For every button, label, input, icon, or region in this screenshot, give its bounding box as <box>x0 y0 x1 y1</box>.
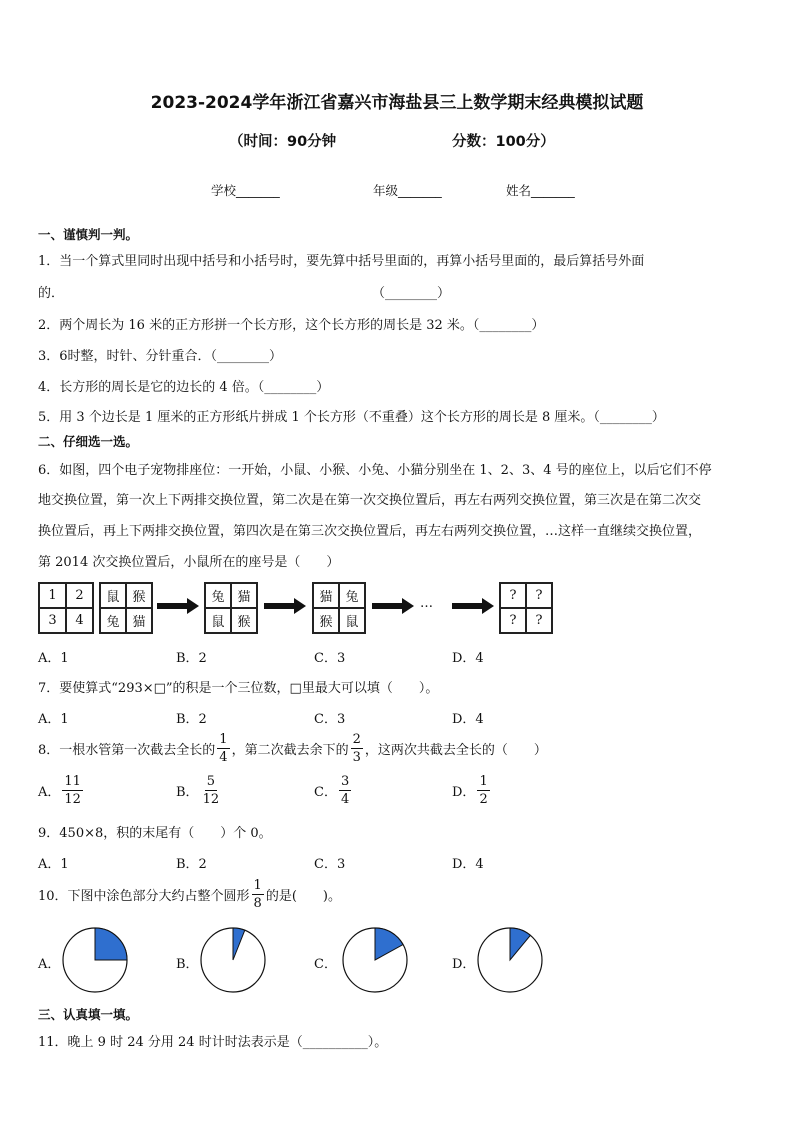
numerator: 2 <box>352 732 361 747</box>
option-label: D． <box>452 785 476 800</box>
exam-time: （时间：90分钟 <box>229 134 337 150</box>
seat-cell: 3 <box>39 608 66 633</box>
question-6-line1: 6．如图，四个电子宠物排座位：一开始，小鼠、小猴、小兔、小猫分别坐在 1、2、3、4 号的座位上，以后它们不停 <box>38 463 712 478</box>
option-label: B． <box>176 785 199 800</box>
question-8-option-a <box>38 775 85 806</box>
section-1-heading: 一、谨慎判一判。 <box>38 227 139 242</box>
name-field: 姓名_______ <box>506 183 575 198</box>
question-8-option-b <box>176 775 223 806</box>
pie-option-c <box>341 926 409 994</box>
denominator: 3 <box>352 750 361 765</box>
question-6-option-a: A．1 <box>38 651 69 666</box>
question-6-line4: 第 2014 次交换位置后，小鼠所在的座号是（ ） <box>38 555 340 570</box>
grade-field: 年级_______ <box>373 183 442 198</box>
question-7-option-d: D．4 <box>452 712 484 727</box>
question-11: 11．晚上 9 时 24 分用 24 时计时法表示是（__________）。 <box>38 1035 388 1050</box>
fraction <box>201 775 222 806</box>
question-8-text-a: 8．一根水管第一次截去全长的 <box>38 743 216 758</box>
seat-cell: ? <box>526 583 552 608</box>
question-8-option-c <box>314 775 353 806</box>
question-9-option-c: C．3 <box>314 857 346 872</box>
question-10 <box>38 879 341 910</box>
question-1-line1: 1．当一个算式里同时出现中括号和小括号时，要先算中括号里面的，再算小括号里面的，最后算括号外面 <box>38 254 645 269</box>
exam-score: 分数：100分） <box>452 134 555 150</box>
fraction <box>62 775 83 806</box>
question-1-blank: （________） <box>372 286 451 301</box>
question-9-option-d: D．4 <box>452 857 484 872</box>
arrow-icon <box>452 598 494 614</box>
fraction <box>217 733 229 764</box>
arrow-icon <box>264 598 306 614</box>
page-title: 2023-2024学年浙江省嘉兴市海盐县三上数学期末经典模拟试题 <box>150 93 644 113</box>
seat-grid-unknown <box>499 582 553 634</box>
question-6-line3: 换位置后，再上下两排交换位置，第四次是在第三次交换位置后，再左右两列交换位置，…这样一直继续交换位置， <box>38 524 702 539</box>
arrow-icon <box>157 598 199 614</box>
seat-cell: 兔 <box>339 583 365 608</box>
seat-cell: 鼠 <box>339 608 365 633</box>
numerator: 1 <box>253 878 262 893</box>
option-label: A． <box>38 785 61 800</box>
question-7-option-c: C．3 <box>314 712 346 727</box>
seat-cell: 鼠 <box>205 608 231 633</box>
question-6-option-d: D．4 <box>452 651 484 666</box>
question-2: 2．两个周长为 16 米的正方形拼一个长方形，这个长方形的周长是 32 米。（________） <box>38 318 545 333</box>
denominator: 8 <box>253 896 262 911</box>
question-8-text-c: ，这两次共截去全长的（ ） <box>364 743 547 758</box>
seat-cell: 猴 <box>231 608 257 633</box>
question-10-text-a: 10．下图中涂色部分大约占整个圆形 <box>38 889 250 904</box>
pie-option-d <box>476 926 544 994</box>
question-10-option-a-label: A． <box>38 957 61 972</box>
question-3: 3．6时整，时针、分针重合．（________） <box>38 349 283 364</box>
question-6-line2: 地交换位置，第一次上下两排交换位置，第二次是在第一次交换位置后，再左右两列交换位置，第三次是在第二次交 <box>38 493 702 508</box>
question-10-option-b-label: B． <box>176 957 199 972</box>
fraction <box>351 733 363 764</box>
seat-grid-swap-1 <box>204 582 258 634</box>
denominator: 12 <box>64 792 81 807</box>
seat-grid-numbers <box>38 582 94 634</box>
numerator: 3 <box>340 774 350 789</box>
question-9-option-a: A．1 <box>38 857 69 872</box>
seat-cell: ? <box>526 608 552 633</box>
seat-cell: 猫 <box>313 583 339 608</box>
denominator: 12 <box>202 792 220 807</box>
question-7-option-b: B．2 <box>176 712 207 727</box>
seat-grid-initial <box>99 582 153 634</box>
question-10-option-c-label: C． <box>314 957 337 972</box>
denominator: 2 <box>479 792 488 807</box>
question-8 <box>38 733 547 764</box>
pie-option-a <box>61 926 129 994</box>
pie-option-b <box>199 926 267 994</box>
seat-cell: 兔 <box>100 608 126 633</box>
question-10-text-b: 的是( )。 <box>265 889 341 904</box>
question-6-option-c: C．3 <box>314 651 346 666</box>
option-label: C． <box>314 785 337 800</box>
seat-cell: 2 <box>66 583 93 608</box>
question-8-text-b: ，第二次截去余下的 <box>231 743 349 758</box>
question-4: 4．长方形的周长是它的边长的 4 倍。（________） <box>38 380 330 395</box>
seat-cell: 1 <box>39 583 66 608</box>
seat-cell: ? <box>500 583 526 608</box>
seat-cell: ? <box>500 608 526 633</box>
seat-cell: 鼠 <box>100 583 126 608</box>
question-9: 9．450×8，积的末尾有（ ）个 0。 <box>38 826 272 841</box>
seat-cell: 猴 <box>313 608 339 633</box>
seat-cell: 4 <box>66 608 93 633</box>
numerator: 11 <box>64 774 81 789</box>
seat-cell: 兔 <box>205 583 231 608</box>
question-5: 5．用 3 个边长是 1 厘米的正方形纸片拼成 1 个长方形（不重叠）这个长方形的周长是 8 厘米。（________） <box>38 410 665 425</box>
denominator: 4 <box>219 750 228 765</box>
numerator: 1 <box>219 732 228 747</box>
question-9-option-b: B．2 <box>176 857 207 872</box>
seat-cell: 猫 <box>126 608 152 633</box>
seat-grid-swap-2 <box>312 582 366 634</box>
fraction <box>477 775 489 806</box>
question-10-option-d-label: D． <box>452 957 476 972</box>
school-field: 学校_______ <box>211 183 280 198</box>
question-1-line2: 的． <box>38 286 65 301</box>
seat-cell: 猫 <box>231 583 257 608</box>
question-7: 7．要使算式“293×□”的积是一个三位数，□里最大可以填（ ）。 <box>38 681 439 696</box>
question-7-option-a: A．1 <box>38 712 69 727</box>
question-6-option-b: B．2 <box>176 651 207 666</box>
section-3-heading: 三、认真填一填。 <box>38 1007 139 1022</box>
fraction <box>339 775 351 806</box>
numerator: 5 <box>206 774 215 789</box>
denominator: 4 <box>340 792 350 807</box>
question-8-option-d <box>452 775 492 806</box>
arrow-icon <box>372 598 414 614</box>
seat-cell: 猴 <box>126 583 152 608</box>
numerator: 1 <box>479 774 488 789</box>
fraction <box>252 879 264 910</box>
section-2-heading: 二、仔细选一选。 <box>38 434 139 449</box>
pie-shaded-wedge <box>95 928 127 960</box>
ellipsis: … <box>420 596 433 611</box>
